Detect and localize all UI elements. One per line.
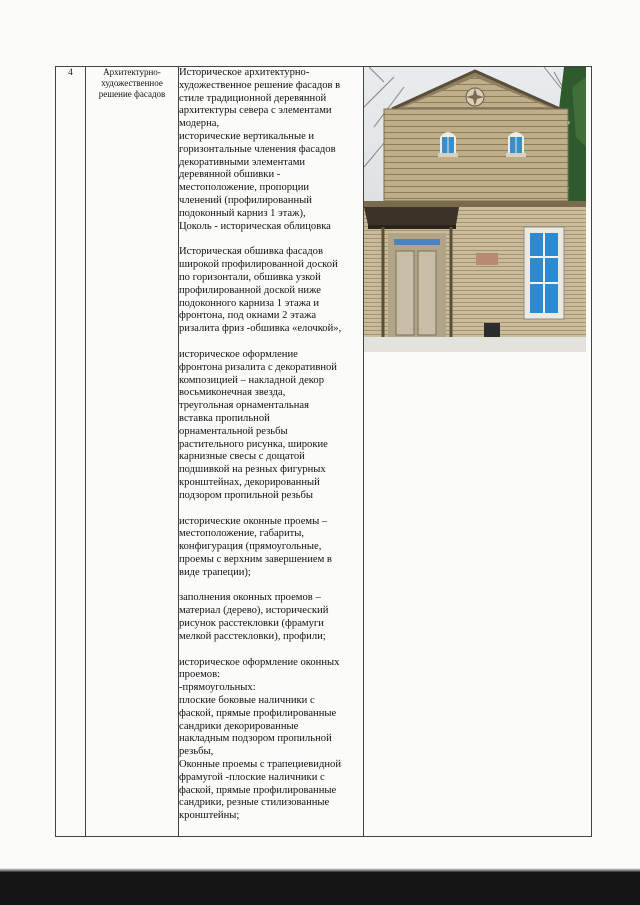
row-name: Архитектурно-художественное решение фасадов <box>86 67 179 837</box>
description-paragraph: исторические оконные проемы – местоположение, габариты, конфигурация (прямоугольные, проемы с верхним завершением в виде трапеции); <box>179 515 332 578</box>
row-number: 4 <box>56 67 86 837</box>
scan-bottom-edge <box>0 872 640 905</box>
description-paragraph: историческое оформление оконных проемов: -прямоугольных: плоские боковые наличники с фаской, прямые профилированные сандрики декорированные накладным подзором пропильной резьбы, Оконные проемы с трапециевидной фрамугой -плоские наличники с фаской, прямые профилированные сандрики, резные стилизованные кронштейны; <box>179 656 342 822</box>
description-paragraph: заполнения оконных проемов – материал (дерево), исторический рисунок расстекловки (фрамуги мелкой расстекловки), профили; <box>179 592 329 642</box>
facade-photo-image <box>364 67 586 352</box>
row-description <box>179 67 364 837</box>
description-paragraph: Историческое архитектурно- художественное решение фасадов в стиле традиционной деревянной архитектуры севера с элементами модерна, исторические вертикальные и горизонтальные членения фасадов декоративными элементами деревянной обшивки - местоположение, пропорции членений (профилированный подоконный карниз 1 этаж), Цоколь - историческая облицовка <box>179 67 341 232</box>
facade-photo <box>364 67 586 352</box>
protection-subject-table <box>55 66 592 837</box>
description-paragraph: историческое оформление фронтона ризалита с декоративной композицией – накладной декор восьмиконечная звезда, треугольная орнаментальная вставка пропильной орнаментальной резьбы растительного рисунка, широкие карнизные свесы с дощатой подшивкой на резных фигурных кронштейнах, декорированный подзором пропильной резьбы <box>179 348 337 501</box>
description-paragraph: Историческая обшивка фасадов широкой профилированной доской по горизонтали, обшивка узкой профилированной доской ниже подоконного карниза 1 этажа и фронтона, под окнами 2 этажа ризалита фриз -обшивка «елочкой», <box>179 246 342 335</box>
table-row <box>56 67 592 837</box>
row-photo-cell <box>364 67 592 837</box>
